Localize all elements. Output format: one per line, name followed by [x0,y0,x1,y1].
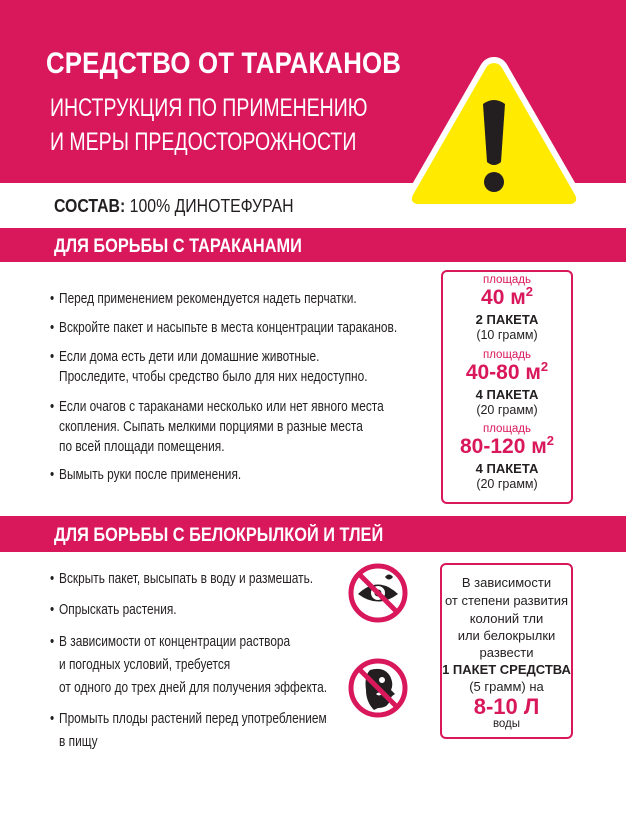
list-item-continuation: от одного до трех дней для получения эффекта. [59,680,328,696]
list-item-continuation: и погодных условий, требуется [59,657,231,673]
cockroach-dosage-panel [441,270,573,504]
list-item: • Если очагов с тараканами несколько или нет явного места [50,399,384,415]
list-item-continuation: в пищу [59,734,98,750]
list-item-continuation: скопления. Сыпать мелкими порциями в разные места [59,419,363,435]
dosage-packets: 4 ПАКЕТА [475,387,539,402]
composition-label: СОСТАВ: [54,196,126,216]
whitefly-dosage-panel [440,563,573,739]
section-cockroaches-banner [0,228,626,262]
no-eye-contact-icon [348,563,408,623]
list-item: • Промыть плоды растений перед употреблением [50,711,327,727]
dosage-grams: (20 грамм) [476,403,538,417]
dosage-area: 40-80 $м^2$ [465,359,549,384]
no-ingestion-icon [348,658,408,718]
page-title: СРЕДСТВО ОТ ТАРАКАНОВ [46,47,402,80]
section-whitefly-banner [0,516,626,552]
dosage-packets: 2 ПАКЕТА [475,312,539,327]
dosage-text: воды [492,718,521,730]
list-item: • Если дома есть дети или домашние животные. [50,349,320,365]
dosage-area: 40 $м^2$ [481,284,533,309]
section-cockroaches-title: ДЛЯ БОРЬБЫ С ТАРАКАНАМИ [54,236,302,257]
dosage-packets: 1 ПАКЕТ СРЕДСТВА [442,662,571,677]
dosage-text: В зависимости [461,575,552,590]
dosage-text: развести [479,645,534,660]
list-item-continuation: по всей площади помещения. [59,439,225,455]
dosage-grams: (10 грамм) [476,328,538,342]
page-subtitle-line2: И МЕРЫ ПРЕДОСТОРОЖНОСТИ [50,128,357,156]
dosage-grams: (5 грамм) на [469,679,544,694]
list-item: • Опрыскать растения. [50,602,177,618]
composition [54,196,294,217]
dosage-text: колоний тли [469,611,544,626]
dosage-text: или белокрылки [457,628,556,643]
dosage-label: площадь [482,349,532,361]
composition-value: 100% ДИНОТЕФУРАН [125,196,294,216]
dosage-packets: 4 ПАКЕТА [475,461,539,476]
dosage-label: площадь [482,274,532,286]
page-subtitle-line1: ИНСТРУКЦИЯ ПО ПРИМЕНЕНИЮ [50,94,368,122]
section-whitefly-title: ДЛЯ БОРЬБЫ С БЕЛОКРЫЛКОЙ И ТЛЕЙ [54,525,384,546]
warning-icon [404,54,584,216]
dosage-area: 80-120 $м^2$ [460,433,554,458]
list-item: • Вымыть руки после применения. [50,467,242,483]
list-item-continuation: Проследите, чтобы средство было для них недоступно. [59,369,368,385]
dosage-grams: (20 грамм) [476,477,538,491]
list-item: • Вскройте пакет и насыпьте в места концентрации тараканов. [50,320,398,336]
list-item: • Вскрыть пакет, высыпать в воду и размешать. [50,571,314,587]
list-item: • В зависимости от концентрации раствора [50,634,291,650]
dosage-volume: 8-10 Л [473,694,540,719]
list-item: • Перед применением рекомендуется надеть перчатки. [50,291,357,307]
dosage-label: площадь [482,423,532,435]
dosage-text: от степени развития [444,593,569,608]
